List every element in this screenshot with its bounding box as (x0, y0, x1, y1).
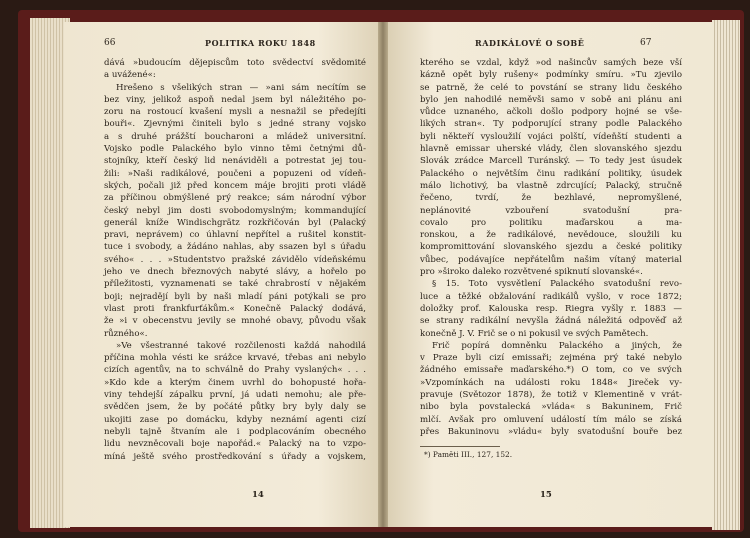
text-line: žili: »Naši radikálové, poučeni a popuzeni od vídeň- (104, 168, 366, 179)
text-line: nibo byla povstalecká »vláda« s Bakuninem, Frič (420, 402, 682, 413)
text-line: boji; nejradějí byli by naši mladí páni potýkali se pro (104, 291, 366, 302)
text-line: svědčen jsem, že by počáté půtky bry byly daly se (104, 402, 366, 413)
text-line: »Kdo kde a kterým činem uvrhl do bohopusté hořa- (104, 377, 366, 388)
left-signature-mark: 14 (252, 490, 264, 500)
left-running-header: POLITIKA ROKU 1848 (205, 38, 316, 48)
right-page-number: 67 (640, 38, 652, 48)
right-signature-mark: 15 (540, 490, 552, 500)
text-line: »Vzpomínkách na události roku 1848« Jireček vy- (420, 377, 682, 388)
text-line: nebyli tajně štvaním ale i podplacováním obecného (104, 426, 366, 437)
page-edges-right (712, 20, 740, 530)
text-line: svého« . . . »Studentstvo pražské závidělo vídeňskému (104, 254, 366, 265)
text-line: byli někteří vysloužilí vojáci polští, vídeňští studenti a (420, 131, 682, 142)
text-line: kterého se vzdal, když »od našincův samých beze vší (420, 58, 682, 68)
text-line: ských, počali již před koncem máje brojiti proti vládě (104, 180, 366, 191)
text-line: lidu nevzněcovali boje napořád.« Palacký na to vzpo- (104, 439, 366, 450)
text-line: zoru na rostoucí kvašení mysli a nesnažil se předejíti (104, 107, 366, 118)
text-line: ukojiti zase po domácku, kdyby neznámí agenti cizí (104, 414, 366, 425)
text-line: Vojsko podle Palackého bylo vinno těmi četnými dů- (104, 144, 366, 155)
text-line: příležitosti, vyznamenati se také chrabrostí v nějakém (104, 279, 366, 290)
text-line: likých stran«. Ty podporující strany podle Palackého (420, 119, 682, 130)
text-line: stojníky, kteří český lid nenáviděli a potrestat jej tou- (104, 156, 366, 167)
text-line: kázně opět byly rušeny« podmínky smíru. »Tu zjevilo (420, 70, 682, 81)
text-line: luce a těžké obžalování radikálů vyšlo, v roce 1872; (420, 291, 682, 302)
text-line: Palackého o největším činu radikání politiky, úsudek (420, 168, 682, 179)
book-gutter (378, 22, 388, 527)
text-line: příčina mohla vésti ke srážce krvavé, třebas ani nebylo (104, 353, 366, 364)
right-page-text (420, 57, 682, 438)
text-line: Frič popírá domněnku Palackého a jiných, že (432, 340, 682, 351)
text-line: vlast proti frankfurťákům.« Konečně Palacký dodává, (104, 303, 366, 314)
text-line: bouři«. Zjevnými činiteli bylo s jedné strany vojsko (104, 119, 366, 130)
text-line: za příčinou obmýšlené prý reakce; sám národní výbor (104, 193, 366, 204)
text-line: bylo jen nahodilé neměvši samo v sobě ani plánu ani (420, 94, 682, 105)
text-line: tuce i svobody, a žádáno nahlas, aby ssazen byl s úřadu (104, 242, 366, 253)
text-line: neplánovité vzbouření svatodušní pra- (420, 205, 682, 216)
text-line: hlavně emissar uherské vlády, člen slovanského sjezdu (420, 144, 682, 155)
left-page-number: 66 (104, 38, 116, 48)
text-line: bez viny, jelikož aspoň nedal jsem byl náležitého po- (104, 94, 366, 105)
text-line: řečeno, tvrdí, že bezhlavé, nepromyšlené, (420, 193, 682, 204)
text-line: pravuje (Světozor 1878), že totiž v Klementině v vrát- (420, 390, 682, 401)
text-line: vůdce uznaného, ačkoli došlo podpory hojné se vše- (420, 107, 682, 118)
text-line: covalo pro politiku maďarskou a ma- (420, 217, 682, 228)
text-line: § 15. Toto vysvětlení Palackého svatodušní revo- (432, 279, 682, 290)
text-line: vůbec, podávajíce nepřátelům našim vítaný material (420, 254, 682, 265)
right-running-header: RADIKÁLOVÉ O SOBĚ (475, 38, 585, 48)
text-line: pro »široko daleko rozvětvené spiknutí slovanské«. (420, 267, 643, 278)
text-line: dává »budoucím dějepiscům toto svědectví svědomité (104, 58, 366, 68)
text-line: a uvážené«: (104, 70, 156, 81)
text-line: a s druhé prážští boucharoni a mládež universitní. (104, 131, 366, 142)
text-line: kompromittování slovanského sjezdu a české politiky (420, 242, 682, 253)
text-line: český nebyl jim dosti svobodomyslným; kommandující (104, 205, 366, 216)
footnote-rule (420, 446, 500, 447)
text-line: mlčí. Avšak pro omluvení událostí tím málo se získá (420, 414, 682, 425)
text-line: se strany radikální nevyšla žádná náležitá odpověď až (420, 316, 682, 327)
text-line: doložky prof. Kalouska resp. Riegra vyšly r. 1883 — (420, 303, 682, 314)
text-line: míná ještě svého prostředkování s úřady a vojskem, (104, 451, 366, 462)
text-line: žádného emissaře maďarského.*) O tom, co ve svých (420, 365, 682, 376)
text-line: se patrně, že celé to povstání se strany lidu českého (420, 82, 682, 93)
text-line: Hrešeno s všelikých stran — »ani sám necítím se (116, 82, 366, 93)
text-line: v Praze byli cizí emissaři; zejména prý také nebylo (420, 353, 682, 364)
text-line: viny tehdejší zápalku první, já udati nemohu; ale pře- (104, 390, 366, 401)
text-line: ronskou, a že radikálové, nevědouce, sloužili ku (420, 230, 682, 241)
text-line: konečně J. V. Frič se o ni pokusil ve svých Pamětech. (420, 328, 649, 339)
text-line: pravi, neprávem) co úhlavní nepřítel a rušitel konstit- (104, 230, 366, 241)
text-line: »Ve všestranné takové rozčilenosti každá nahodilá (116, 340, 366, 351)
text-line: přes Bakuninovu »vládu« byly svatodušní bouře bez (420, 426, 682, 437)
footnote: *) Paměti III., 127, 152. (424, 450, 513, 459)
left-page-text (104, 57, 366, 463)
text-line: různého«. (104, 328, 148, 339)
text-line: že »i v obecenstvu jevily se mnohé obavy, původu však (104, 316, 366, 327)
text-line: málo lichotivý, ba vlastně zdrcující; Palacký, stručně (420, 180, 682, 191)
text-line: generál kníže Windischgrätz rozkřičován byl (Palacký (104, 217, 366, 228)
text-line: jeho ve dnech březnových nabyté slávy, a hořelo po (104, 267, 366, 278)
text-line: Slovák zrádce Marcell Turánský. — To tedy jest úsudek (420, 156, 682, 167)
text-line: cizích agentův, na to schválně do Prahy vyslaných« . . . (104, 365, 366, 376)
